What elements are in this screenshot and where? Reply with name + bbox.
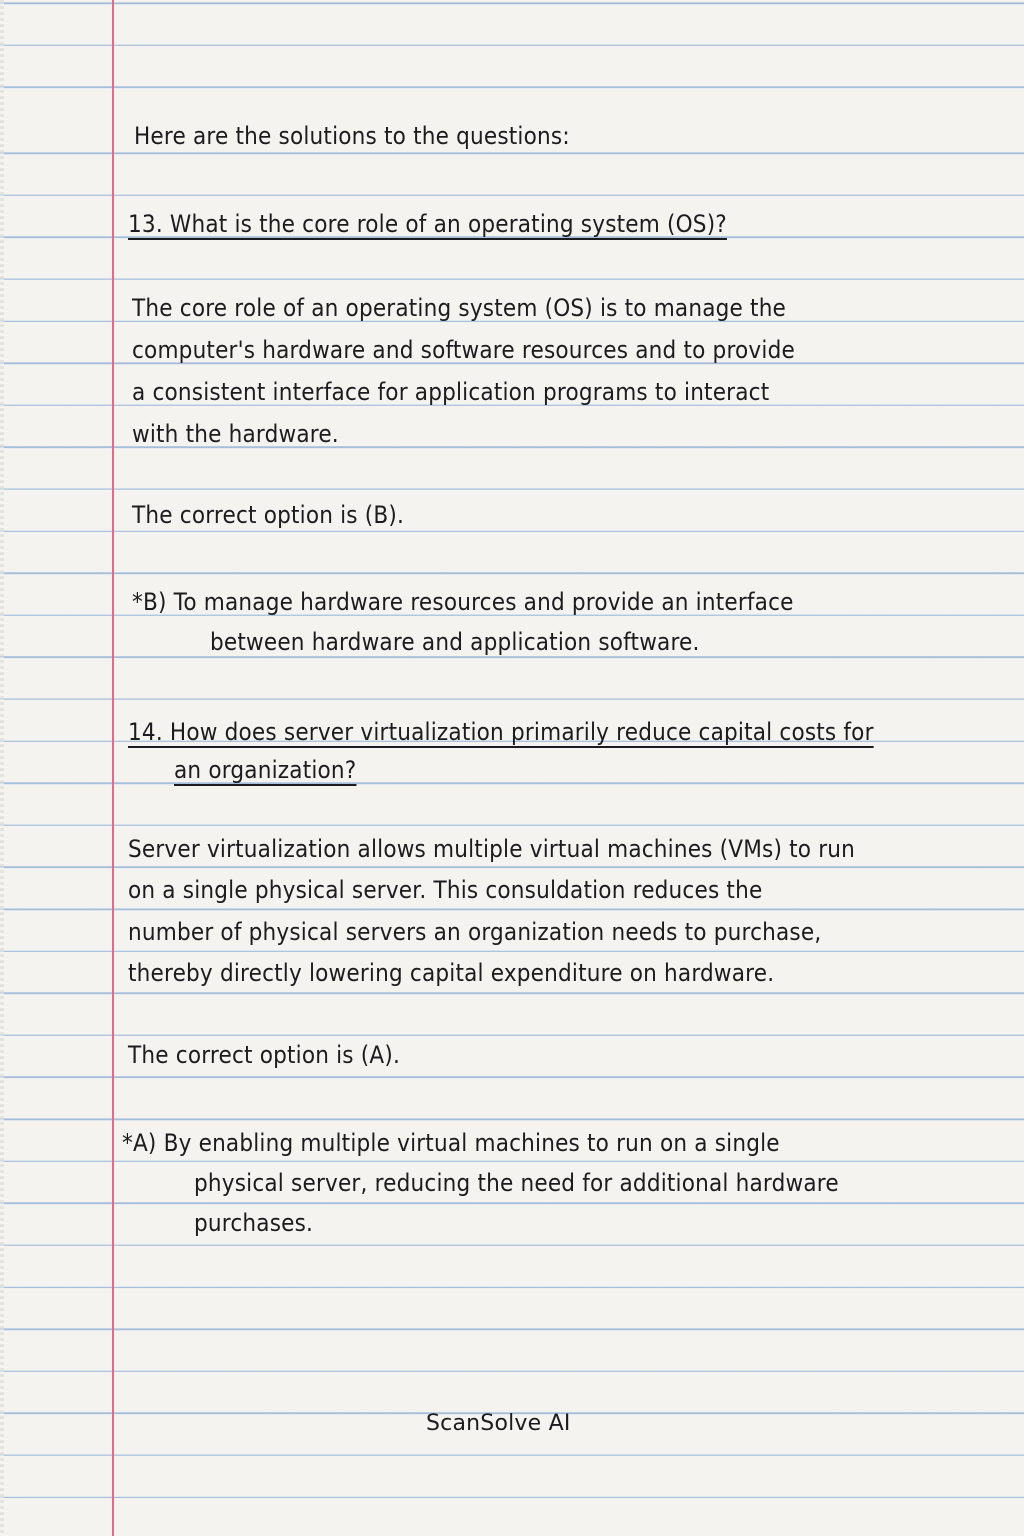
q14-explanation-line-4: thereby directly lowering capital expenditure on hardware. [128, 959, 775, 987]
q14-explanation-line-1: Server virtualization allows multiple virtual machines (VMs) to run [128, 835, 856, 863]
q14-explanation-line-3: number of physical servers an organization needs to purchase, [128, 918, 822, 946]
question-13-title: 13. What is the core role of an operating system (OS)? [128, 210, 727, 238]
question-14-title-line-1: 14. How does server virtualization primarily reduce capital costs for [128, 718, 874, 746]
q14-answer-line-3: purchases. [194, 1209, 314, 1237]
q14-correct-option: The correct option is (A). [128, 1041, 401, 1069]
q14-explanation-line-2: on a single physical server. This consuldation reduces the [128, 876, 763, 904]
q14-answer-line-2: physical server, reducing the need for additional hardware [194, 1169, 839, 1197]
question-14-title-line-2: an organization? [174, 756, 357, 784]
q13-answer-line-2: between hardware and application software. [210, 628, 700, 656]
q13-answer-line-1: *B) To manage hardware resources and provide an interface [132, 588, 794, 616]
torn-edge [0, 0, 4, 1536]
q13-explanation-line-1: The core role of an operating system (OS) is to manage the [132, 294, 787, 322]
q13-explanation-line-2: computer's hardware and software resources and to provide [132, 336, 795, 364]
margin-line [112, 0, 114, 1536]
q13-explanation-line-4: with the hardware. [132, 420, 339, 448]
q13-explanation-line-3: a consistent interface for application programs to interact [132, 378, 770, 406]
footer-brand: ScanSolve AI [426, 1411, 571, 1436]
q13-correct-option: The correct option is (B). [132, 501, 405, 529]
intro-text: Here are the solutions to the questions: [134, 122, 570, 150]
q14-answer-line-1: *A) By enabling multiple virtual machines to run on a single [122, 1129, 780, 1157]
